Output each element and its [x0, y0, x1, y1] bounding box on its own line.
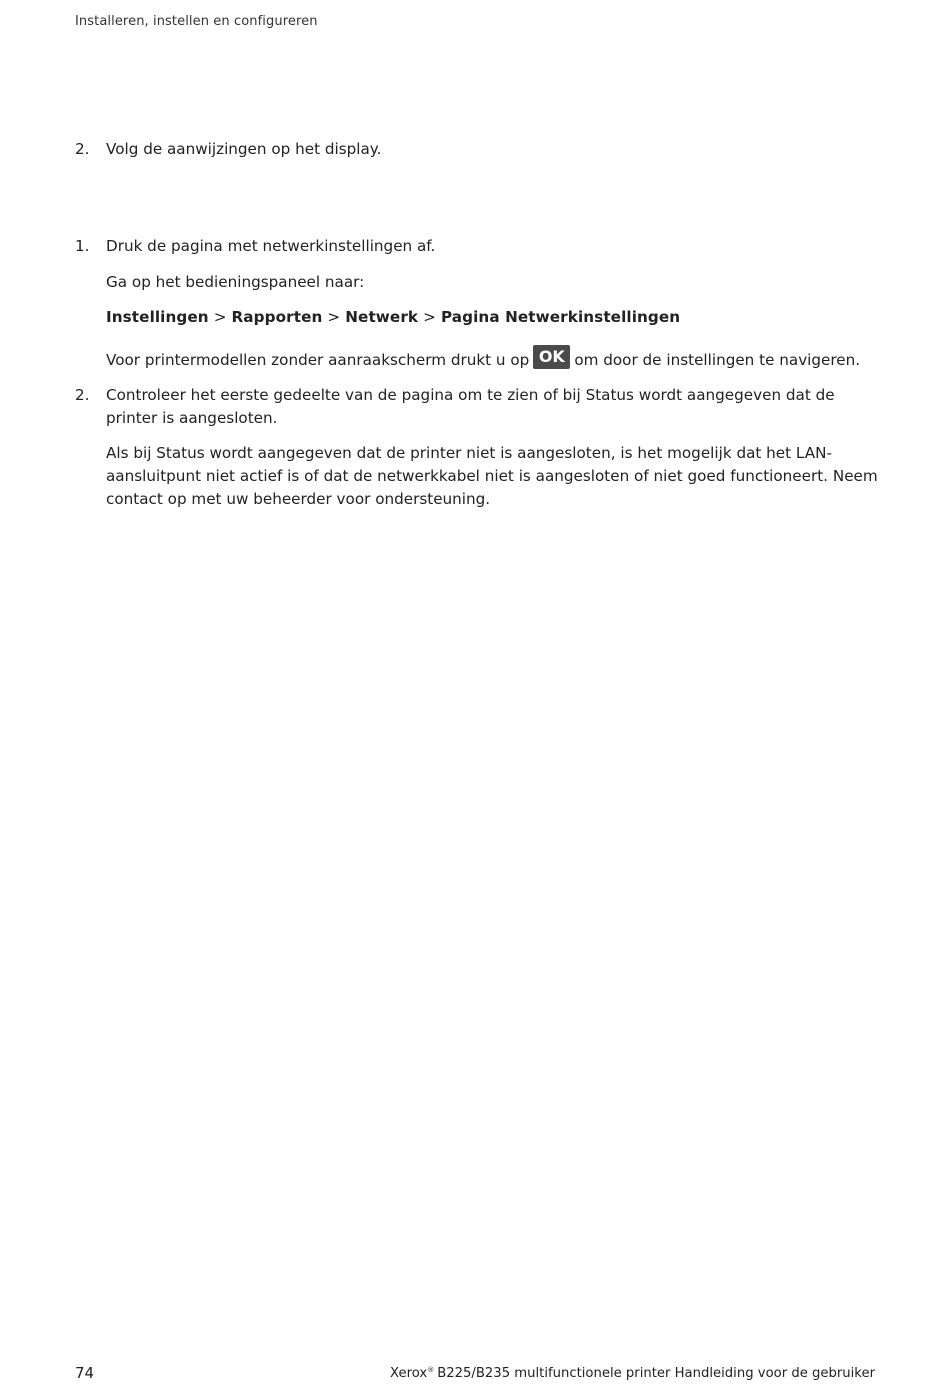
ok-key-icon: OK	[533, 345, 570, 369]
step-number: 2.	[75, 140, 90, 158]
trademark-symbol: ®	[427, 1366, 435, 1374]
procedure-a-step-2	[75, 138, 885, 161]
menu-path-item: Rapporten	[231, 308, 323, 326]
note-text-before: Voor printermodellen zonder aanraakscherm drukt u op	[106, 351, 530, 369]
menu-path-separator: >	[213, 308, 227, 326]
note-text-after: om door de instellingen te navigeren.	[574, 351, 861, 369]
footer-document-title: B225/B235 multifunctionele printer Handleiding voor de gebruiker	[437, 1366, 875, 1381]
footer-brand: Xerox	[390, 1366, 428, 1381]
footer-title	[390, 1366, 875, 1381]
menu-path-item: Netwerk	[345, 308, 419, 326]
step-text: Controleer het eerste gedeelte van de pagina om te zien of bij Status wordt aangegeven dat de printer is aangesloten.	[106, 386, 835, 427]
step-number: 2.	[75, 386, 90, 404]
menu-path-separator: >	[423, 308, 436, 326]
running-header: Installeren, instellen en configureren	[75, 14, 318, 29]
menu-path	[106, 306, 680, 329]
page-number: 74	[75, 1364, 95, 1382]
menu-path-item: Pagina Netwerkinstellingen	[440, 308, 681, 326]
status-note: Als bij Status wordt aangegeven dat de printer niet is aangesloten, is het mogelijk dat het LAN-aansluitpunt niet actief is of dat de netwerkkabel niet is aangesloten of niet goed functioneert. Neem contact op met uw beheerder voor ondersteuning.	[106, 444, 878, 508]
step-text: Druk de pagina met netwerkinstellingen af.	[106, 237, 436, 255]
procedure-b-step-1	[75, 235, 885, 258]
ok-key-note	[106, 349, 882, 375]
procedure-b-step-2	[75, 384, 885, 430]
step-text: Volg de aanwijzingen op het display.	[106, 140, 382, 158]
menu-path-separator: >	[327, 308, 341, 326]
step-number: 1.	[75, 237, 90, 255]
instruction-text: Ga op het bedieningspaneel naar:	[106, 273, 365, 291]
menu-path-item: Instellingen	[106, 308, 209, 326]
